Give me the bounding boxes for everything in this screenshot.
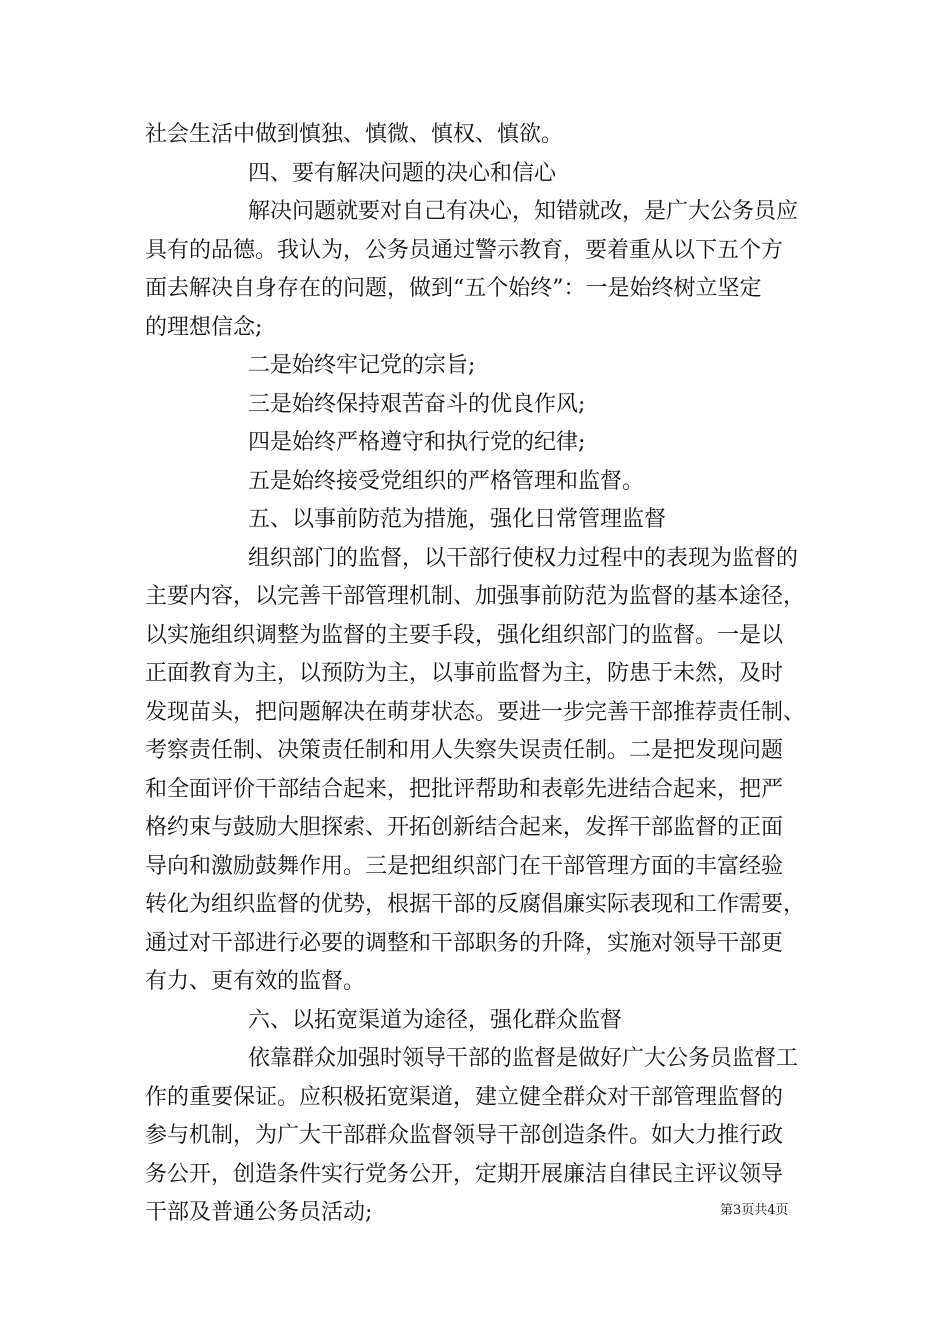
text-line: 作的重要保证。应积极拓宽渠道，建立健全群众对干部管理监督的 [145, 1084, 784, 1110]
text-line: 转化为组织监督的优势，根据干部的反腐倡廉实际表现和工作需要， [145, 892, 806, 917]
text-line: 考察责任制、决策责任制和用人失察失误责任制。二是把发现问题 [145, 738, 784, 763]
text-line: 四是始终严格遵守和执行党的纪律; [248, 430, 586, 455]
text-line: 务公开，创造条件实行党务公开，定期开展廉洁自律民主评议领导 [145, 1161, 784, 1187]
text-line: 四、要有解决问题的决心和信心 [248, 160, 557, 186]
text-line: 六、以拓宽渠道为途径，强化群众监督 [248, 1007, 623, 1033]
text-line: 参与机制，为广大干部群众监督领导干部创造条件。如大力推行政 [145, 1123, 784, 1148]
text-line: 五是始终接受党组织的严格管理和监督。 [248, 468, 645, 494]
text-line: 有力、更有效的监督。 [145, 969, 366, 994]
text-line: 具有的品德。我认为，公务员通过警示教育，要着重从以下五个方 [145, 237, 784, 263]
text-line: 的理想信念; [145, 314, 263, 340]
text-line: 社会生活中做到慎独、慎微、慎权、慎欲。 [145, 122, 564, 147]
text-line: 干部及普通公务员活动; [145, 1200, 373, 1225]
text-line: 和全面评价干部结合起来，把批评帮助和表彰先进结合起来，把严 [145, 776, 784, 802]
text-line: 正面教育为主，以预防为主，以事前监督为主，防患于未然，及时 [145, 661, 784, 686]
text-line: 导向和激励鼓舞作用。三是把组织部门在干部管理方面的丰富经验 [145, 853, 784, 879]
text-line: 二是始终牢记党的宗旨; [248, 353, 476, 378]
text-line: 面去解决自身存在的问题，做到“五个始终”：一是始终树立坚定 [145, 276, 762, 301]
text-line: 依靠群众加强时领导干部的监督是做好广大公务员监督工 [248, 1046, 799, 1071]
text-line: 格约束与鼓励大胆探索、开拓创新结合起来，发挥干部监督的正面 [145, 815, 784, 840]
text-line: 通过对干部进行必要的调整和干部职务的升降，实施对领导干部更 [145, 930, 784, 956]
text-line: 五、以事前防范为措施，强化日常管理监督 [248, 507, 667, 532]
text-line: 三是始终保持艰苦奋斗的优良作风; [248, 391, 586, 417]
text-line: 以实施组织调整为监督的主要手段，强化组织部门的监督。一是以 [145, 622, 784, 648]
page-number: 第3页共4页 [720, 1203, 789, 1218]
text-line: 组织部门的监督，以干部行使权力过程中的表现为监督的 [248, 545, 799, 571]
document-body [145, 116, 825, 1233]
text-line: 解决问题就要对自己有决心，知错就改，是广大公务员应 [248, 199, 799, 224]
text-line: 主要内容，以完善干部管理机制、加强事前防范为监督的基本途径， [145, 584, 806, 609]
text-line: 发现苗头，把问题解决在萌芽状态。要进一步完善干部推荐责任制、 [145, 699, 806, 725]
